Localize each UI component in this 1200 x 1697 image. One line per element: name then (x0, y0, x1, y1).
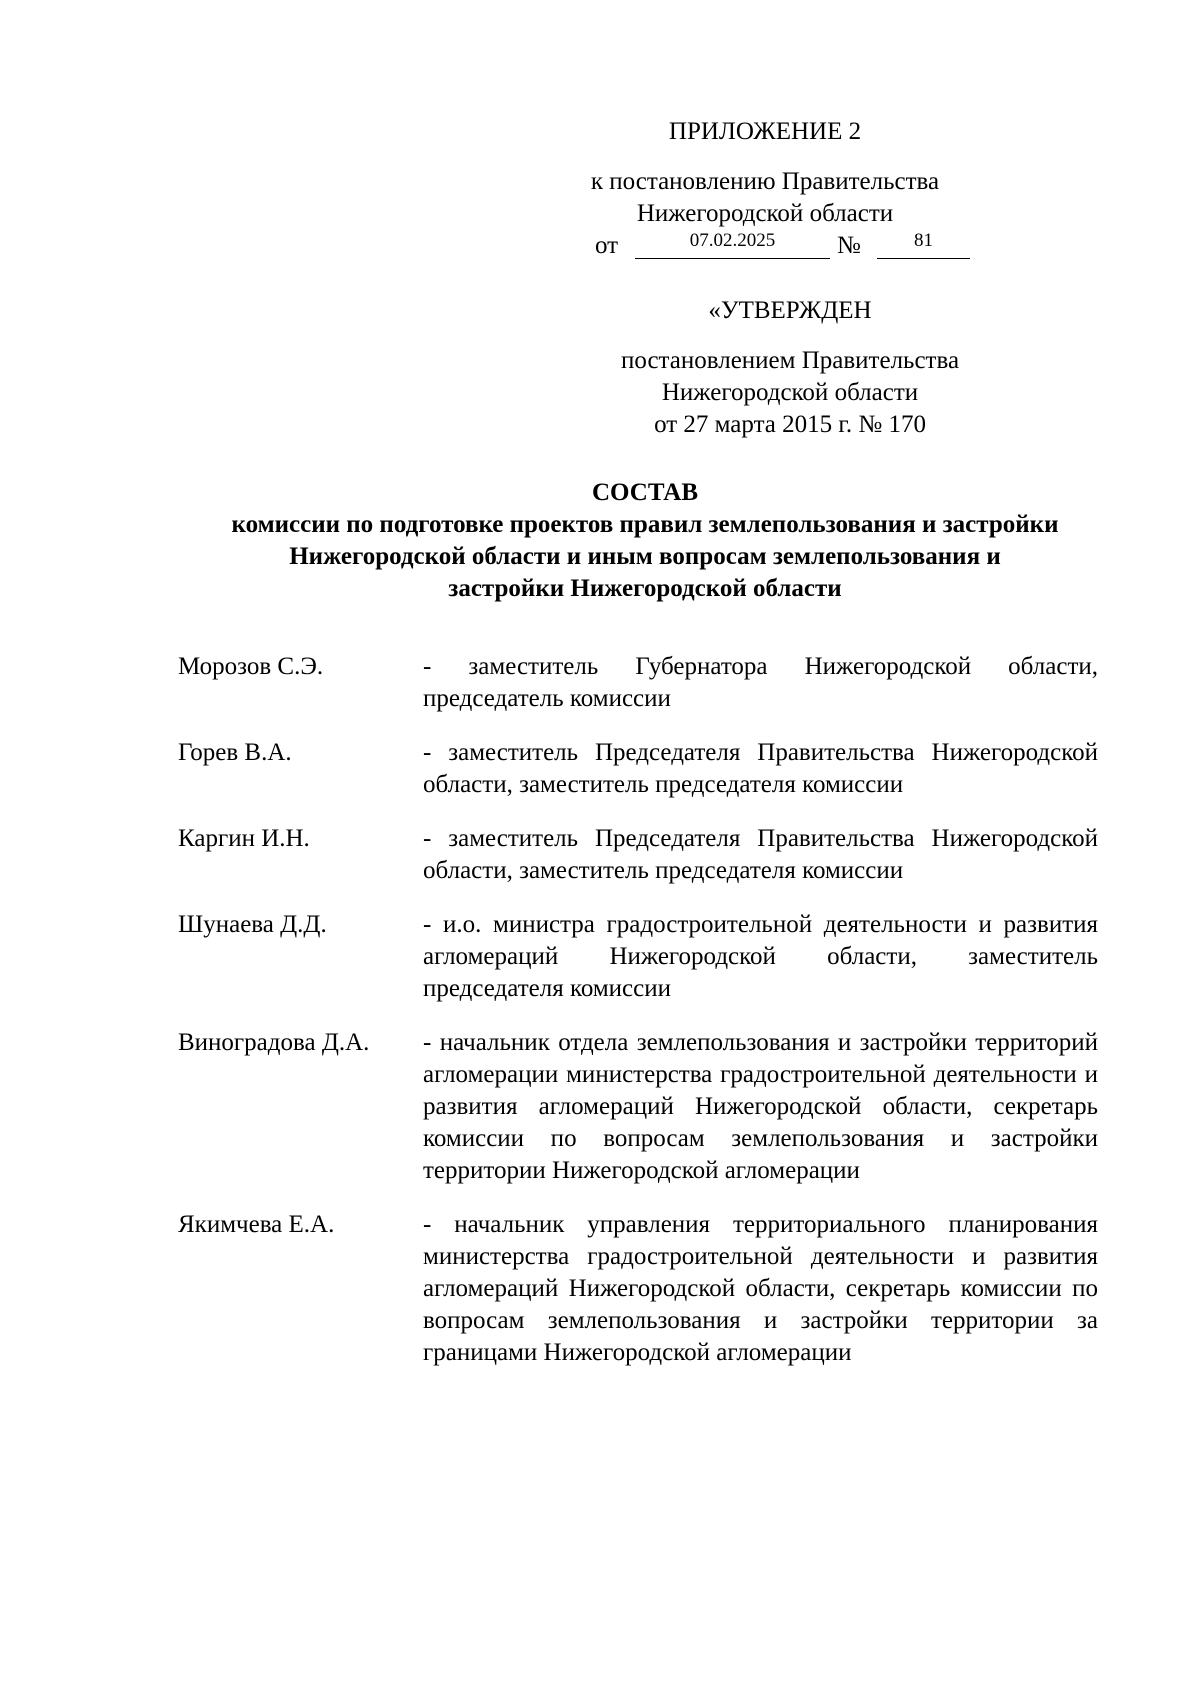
approved-by-line1: постановлением Правительства (620, 347, 960, 374)
appendix-reference-line2: Нижегородской области (636, 200, 894, 227)
member-row (178, 823, 1098, 887)
member-role: - заместитель Председателя Правительства Нижегородской области, заместитель председателя комиссии (423, 739, 1098, 798)
heading-title: СОСТАВ (591, 479, 699, 506)
heading-subtitle-line3: застройки Нижегородской области (448, 575, 842, 602)
member-role: - заместитель Губернатора Нижегородской области, председатель комиссии (423, 653, 1098, 712)
member-row (178, 1027, 1098, 1187)
heading-subtitle-line2: Нижегородской области и иным вопросам землепользования и (289, 543, 1001, 570)
document-date: 07.02.2025 (635, 228, 830, 259)
members-list (178, 651, 1098, 1391)
member-row (178, 737, 1098, 801)
member-row (178, 909, 1098, 1005)
appendix-date-number-row (595, 228, 975, 264)
member-role: - начальник отдела землепользования и застройки территорий агломерации министерства градостроительной деятельности и развития агломераций Нижегородской области, секретарь комиссии по вопросам землепользования и застройки территории Нижегородской агломерации (423, 1029, 1098, 1184)
member-row (178, 1209, 1098, 1369)
approved-by-line3: от 27 марта 2015 г. № 170 (654, 411, 926, 438)
member-row (178, 651, 1098, 715)
number-prefix: № (837, 232, 861, 259)
member-name: Якимчева Е.А. (178, 1211, 335, 1238)
member-name: Каргин И.Н. (178, 825, 310, 852)
appendix-title: ПРИЛОЖЕНИЕ 2 (668, 118, 862, 145)
heading-subtitle-line1: комиссии по подготовке проектов правил землепользования и застройки (231, 511, 1059, 538)
member-name: Горев В.А. (178, 739, 292, 766)
member-role: - заместитель Председателя Правительства Нижегородской области, заместитель председателя комиссии (423, 825, 1098, 884)
member-role: - начальник управления территориального планирования министерства градостроительной деятельности и развития агломераций Нижегородской области, секретарь комиссии по вопросам землепользования и застройки территории за границами Нижегородской агломерации (423, 1211, 1098, 1366)
member-name: Морозов С.Э. (178, 653, 324, 680)
approved-title: «УТВЕРЖДЕН (708, 297, 872, 324)
member-name: Виноградова Д.А. (178, 1029, 370, 1056)
composition-heading (140, 477, 1150, 605)
date-prefix: от (595, 232, 619, 259)
document-number: 81 (877, 228, 970, 259)
appendix-reference (560, 166, 970, 230)
member-name: Шунаева Д.Д. (178, 911, 327, 938)
approved-by-block (560, 345, 1020, 441)
appendix-reference-line1: к постановлению Правительства (590, 168, 940, 195)
member-role: - и.о. министра градостроительной деятельности и развития агломераций Нижегородской области, заместитель председателя комиссии (423, 911, 1098, 1002)
approved-by-line2: Нижегородской области (661, 379, 919, 406)
